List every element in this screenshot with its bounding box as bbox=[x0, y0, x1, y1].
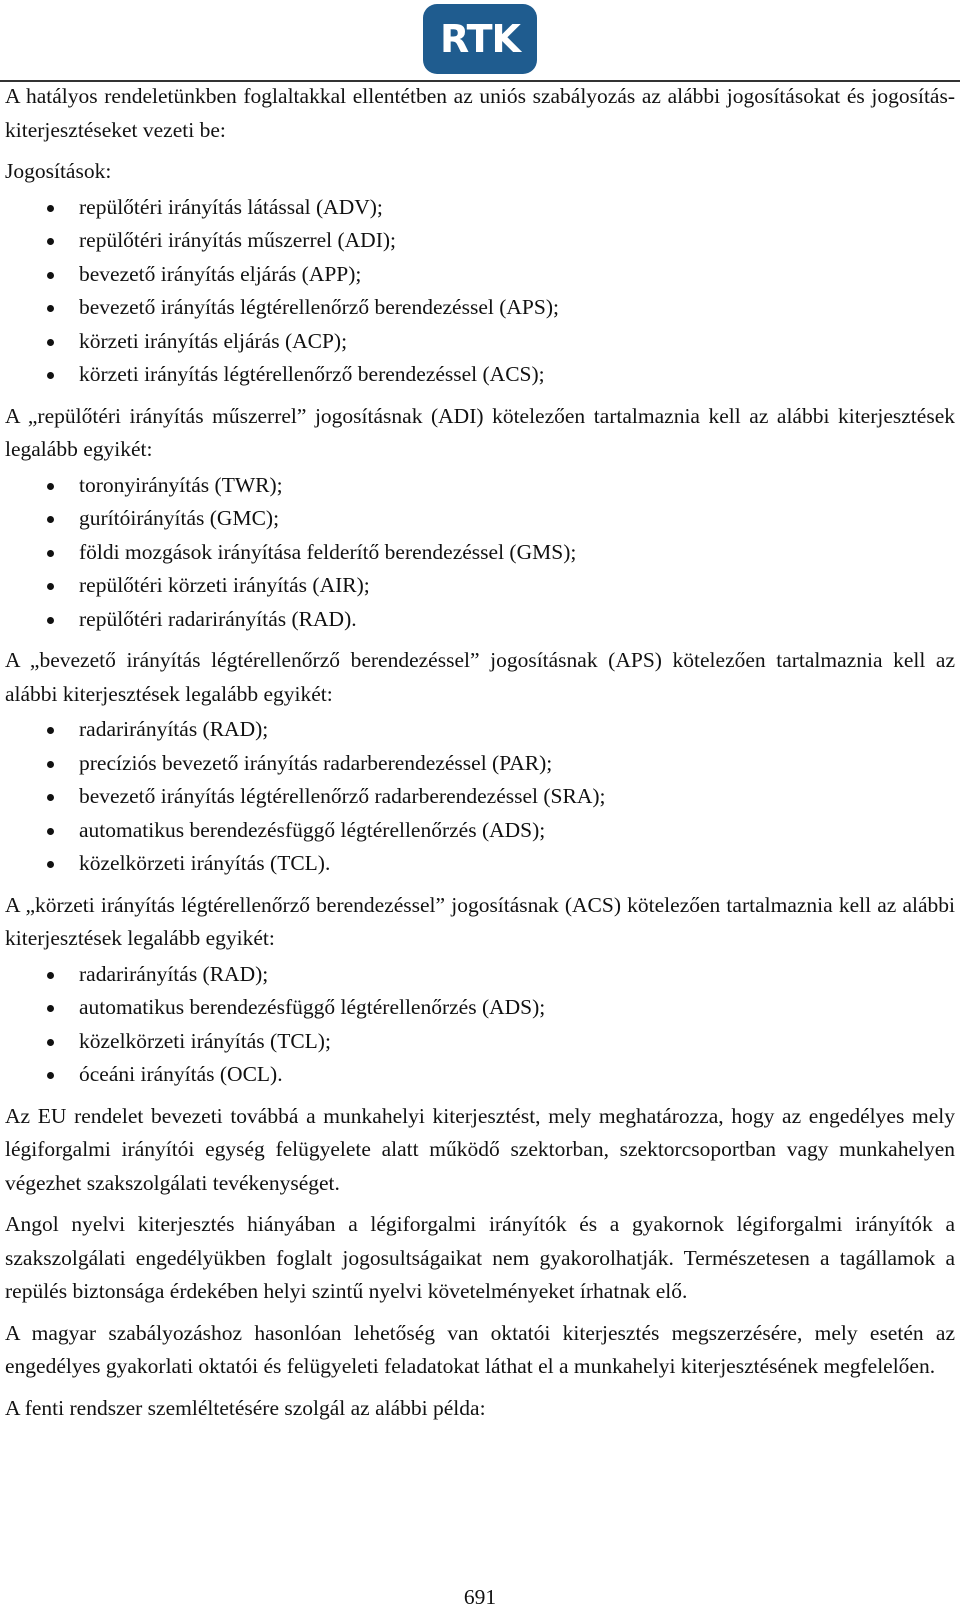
list-item: körzeti irányítás légtérellenőrző berendezéssel (ACS); bbox=[5, 358, 955, 392]
adi-extensions-list bbox=[5, 469, 955, 637]
list-item: közelkörzeti irányítás (TCL); bbox=[5, 1025, 955, 1059]
acs-extensions-list bbox=[5, 958, 955, 1092]
eu-workplace-paragraph: Az EU rendelet bevezeti továbbá a munkahelyi kiterjesztést, mely meghatározza, hogy az engedélyes mely légiforgalmi irányítói egység felügyelete alatt működő szektorban, szektorcsoportban vagy munkahelyen végezhet szakszolgálati tevékenységet. bbox=[5, 1103, 955, 1195]
list-item: óceáni irányítás (OCL). bbox=[5, 1058, 955, 1092]
acs-intro-paragraph: A „körzeti irányítás légtérellenőrző berendezéssel” jogosításnak (ACS) kötelezően tartalmaznia kell az alábbi kiterjesztések legalább egyikét: bbox=[5, 892, 955, 950]
aps-intro-paragraph: A „bevezető irányítás légtérellenőrző berendezéssel” jogosításnak (APS) kötelezően tartalmaznia kell az alábbi kiterjesztések legalább egyikét: bbox=[5, 648, 955, 706]
intro-paragraph: A hatályos rendeletünkben foglaltakkal ellentétben az uniós szabályozás az alábbi jogosításokat és jogosítás-kiterjesztéseket vezeti be: bbox=[5, 84, 955, 142]
list-item: gurítóirányítás (GMC); bbox=[5, 502, 955, 536]
list-item: radarirányítás (RAD); bbox=[5, 713, 955, 747]
list-item: precíziós bevezető irányítás radarberendezéssel (PAR); bbox=[5, 747, 955, 781]
adi-intro-paragraph: A „repülőtéri irányítás műszerrel” jogosításnak (ADI) kötelezően tartalmaznia kell az alábbi kiterjesztések legalább egyikét: bbox=[5, 403, 955, 461]
list-item: repülőtéri irányítás látással (ADV); bbox=[5, 191, 955, 225]
list-item: bevezető irányítás légtérellenőrző radarberendezéssel (SRA); bbox=[5, 780, 955, 814]
list-item: automatikus berendezésfüggő légtérellenőrzés (ADS); bbox=[5, 814, 955, 848]
instructor-paragraph: A magyar szabályozáshoz hasonlóan lehetőség van oktatói kiterjesztés megszerzésére, mely esetén az engedélyes gyakorlati oktatói és felügyeleti feladatokat láthat el a munkahelyi kiterjesztésének megfelelően. bbox=[5, 1320, 955, 1378]
list-item: toronyirányítás (TWR); bbox=[5, 469, 955, 503]
list-item: bevezető irányítás eljárás (APP); bbox=[5, 258, 955, 292]
list-item: bevezető irányítás légtérellenőrző berendezéssel (APS); bbox=[5, 291, 955, 325]
page-header bbox=[0, 0, 960, 82]
rtk-logo bbox=[423, 4, 537, 74]
list-item: repülőtéri radarirányítás (RAD). bbox=[5, 603, 955, 637]
list-item: földi mozgások irányítása felderítő berendezéssel (GMS); bbox=[5, 536, 955, 570]
list-item: közelkörzeti irányítás (TCL). bbox=[5, 847, 955, 881]
page-number: 691 bbox=[463, 1585, 497, 1609]
logo-text: RTK bbox=[440, 17, 520, 61]
document-body bbox=[5, 80, 955, 1425]
list-item: radarirányítás (RAD); bbox=[5, 958, 955, 992]
licenses-list bbox=[5, 191, 955, 392]
list-item: repülőtéri irányítás műszerrel (ADI); bbox=[5, 224, 955, 258]
english-language-paragraph: Angol nyelvi kiterjesztés hiányában a légiforgalmi irányítók és a gyakornok légiforgalmi irányítók a szakszolgálati engedélyükben foglalt jogosultságaikat nem gyakorolhatják. Természetesen a tagállamok a repülés biztonsága érdekében helyi szintű nyelvi követelményeket írhatnak elő. bbox=[5, 1212, 955, 1303]
list-item: automatikus berendezésfüggő légtérellenőrzés (ADS); bbox=[5, 991, 955, 1025]
example-paragraph: A fenti rendszer szemléltetésére szolgál az alábbi példa: bbox=[5, 1395, 486, 1420]
aps-extensions-list bbox=[5, 713, 955, 881]
list-item: repülőtéri körzeti irányítás (AIR); bbox=[5, 569, 955, 603]
list-item: körzeti irányítás eljárás (ACP); bbox=[5, 325, 955, 359]
licenses-heading: Jogosítások: bbox=[5, 159, 112, 183]
